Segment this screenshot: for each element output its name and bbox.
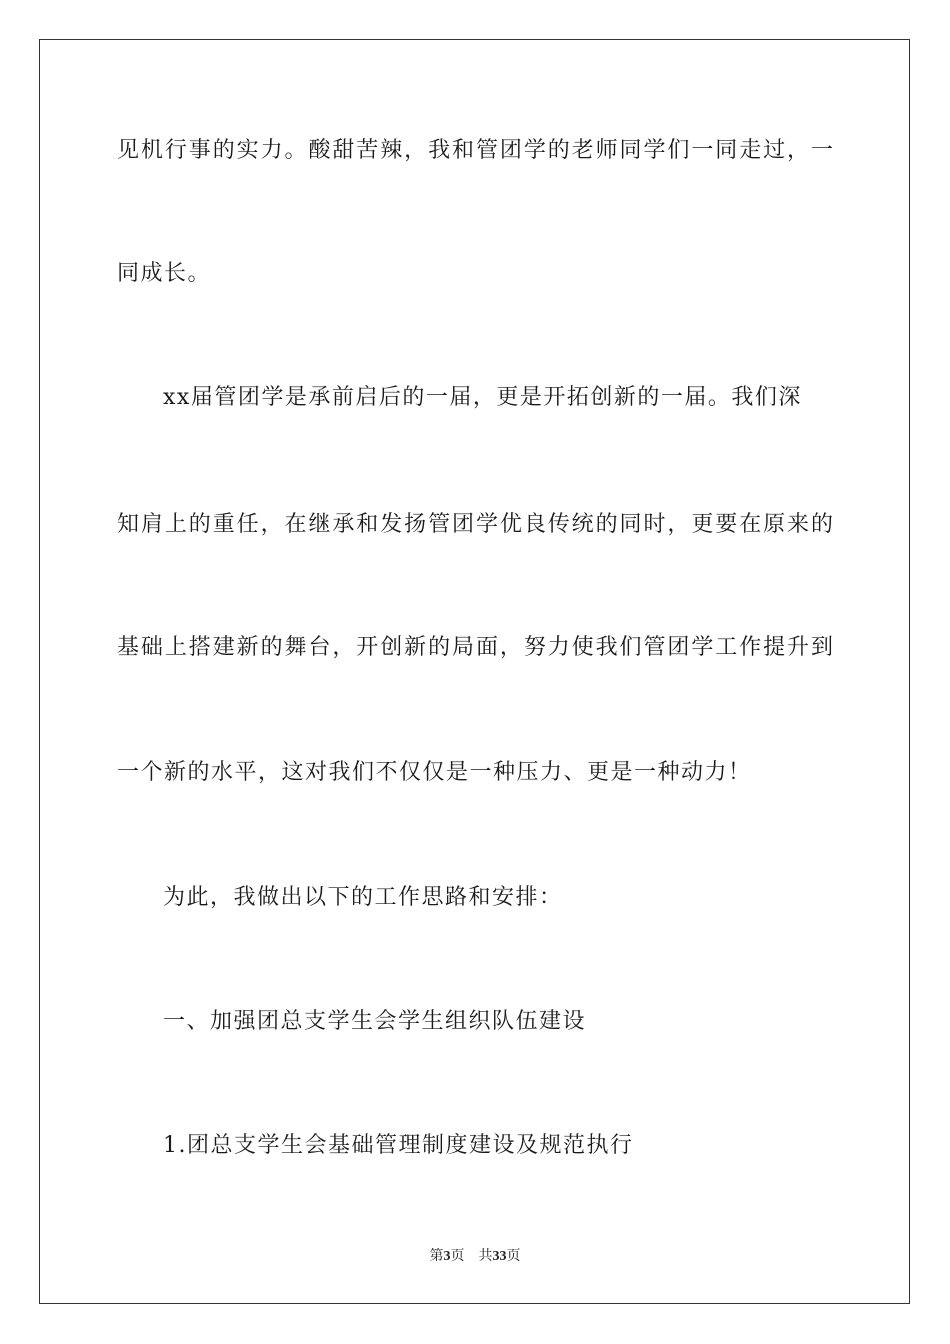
page-border xyxy=(39,39,910,1304)
subsection-heading-1-1: 1.团总支学生会基础管理制度建设及规范执行 xyxy=(163,1133,634,1158)
page-footer xyxy=(0,1247,950,1267)
total-pages-number: 33 xyxy=(492,1249,507,1264)
total-prefix: 共 xyxy=(478,1249,493,1264)
paragraph-2-line-4: 一个新的水平，这对我们不仅仅是一种压力、更是一种动力！ xyxy=(117,760,752,785)
paragraph-2-line-2: 知肩上的重任，在继承和发扬管团学优良传统的同时，更要在原来的 xyxy=(117,512,833,537)
paragraph-3-line-1: 为此，我做出以下的工作思路和安排： xyxy=(163,885,563,910)
page-suffix: 页 xyxy=(450,1249,465,1264)
page-prefix: 第 xyxy=(429,1249,444,1264)
paragraph-2-line-3: 基础上搭建新的舞台，开创新的局面，努力使我们管团学工作提升到 xyxy=(117,635,833,660)
total-suffix: 页 xyxy=(506,1249,521,1264)
body-line-2: 同成长。 xyxy=(117,261,212,286)
paragraph-2-line-1: xx届管团学是承前启后的一届，更是开拓创新的一届。我们深 xyxy=(163,385,802,410)
current-page-number: 3 xyxy=(443,1249,451,1264)
body-line-1: 见机行事的实力。酸甜苦辣，我和管团学的老师同学们一同走过，一 xyxy=(117,138,833,163)
section-heading-1: 一、加强团总支学生会学生组织队伍建设 xyxy=(163,1009,587,1034)
